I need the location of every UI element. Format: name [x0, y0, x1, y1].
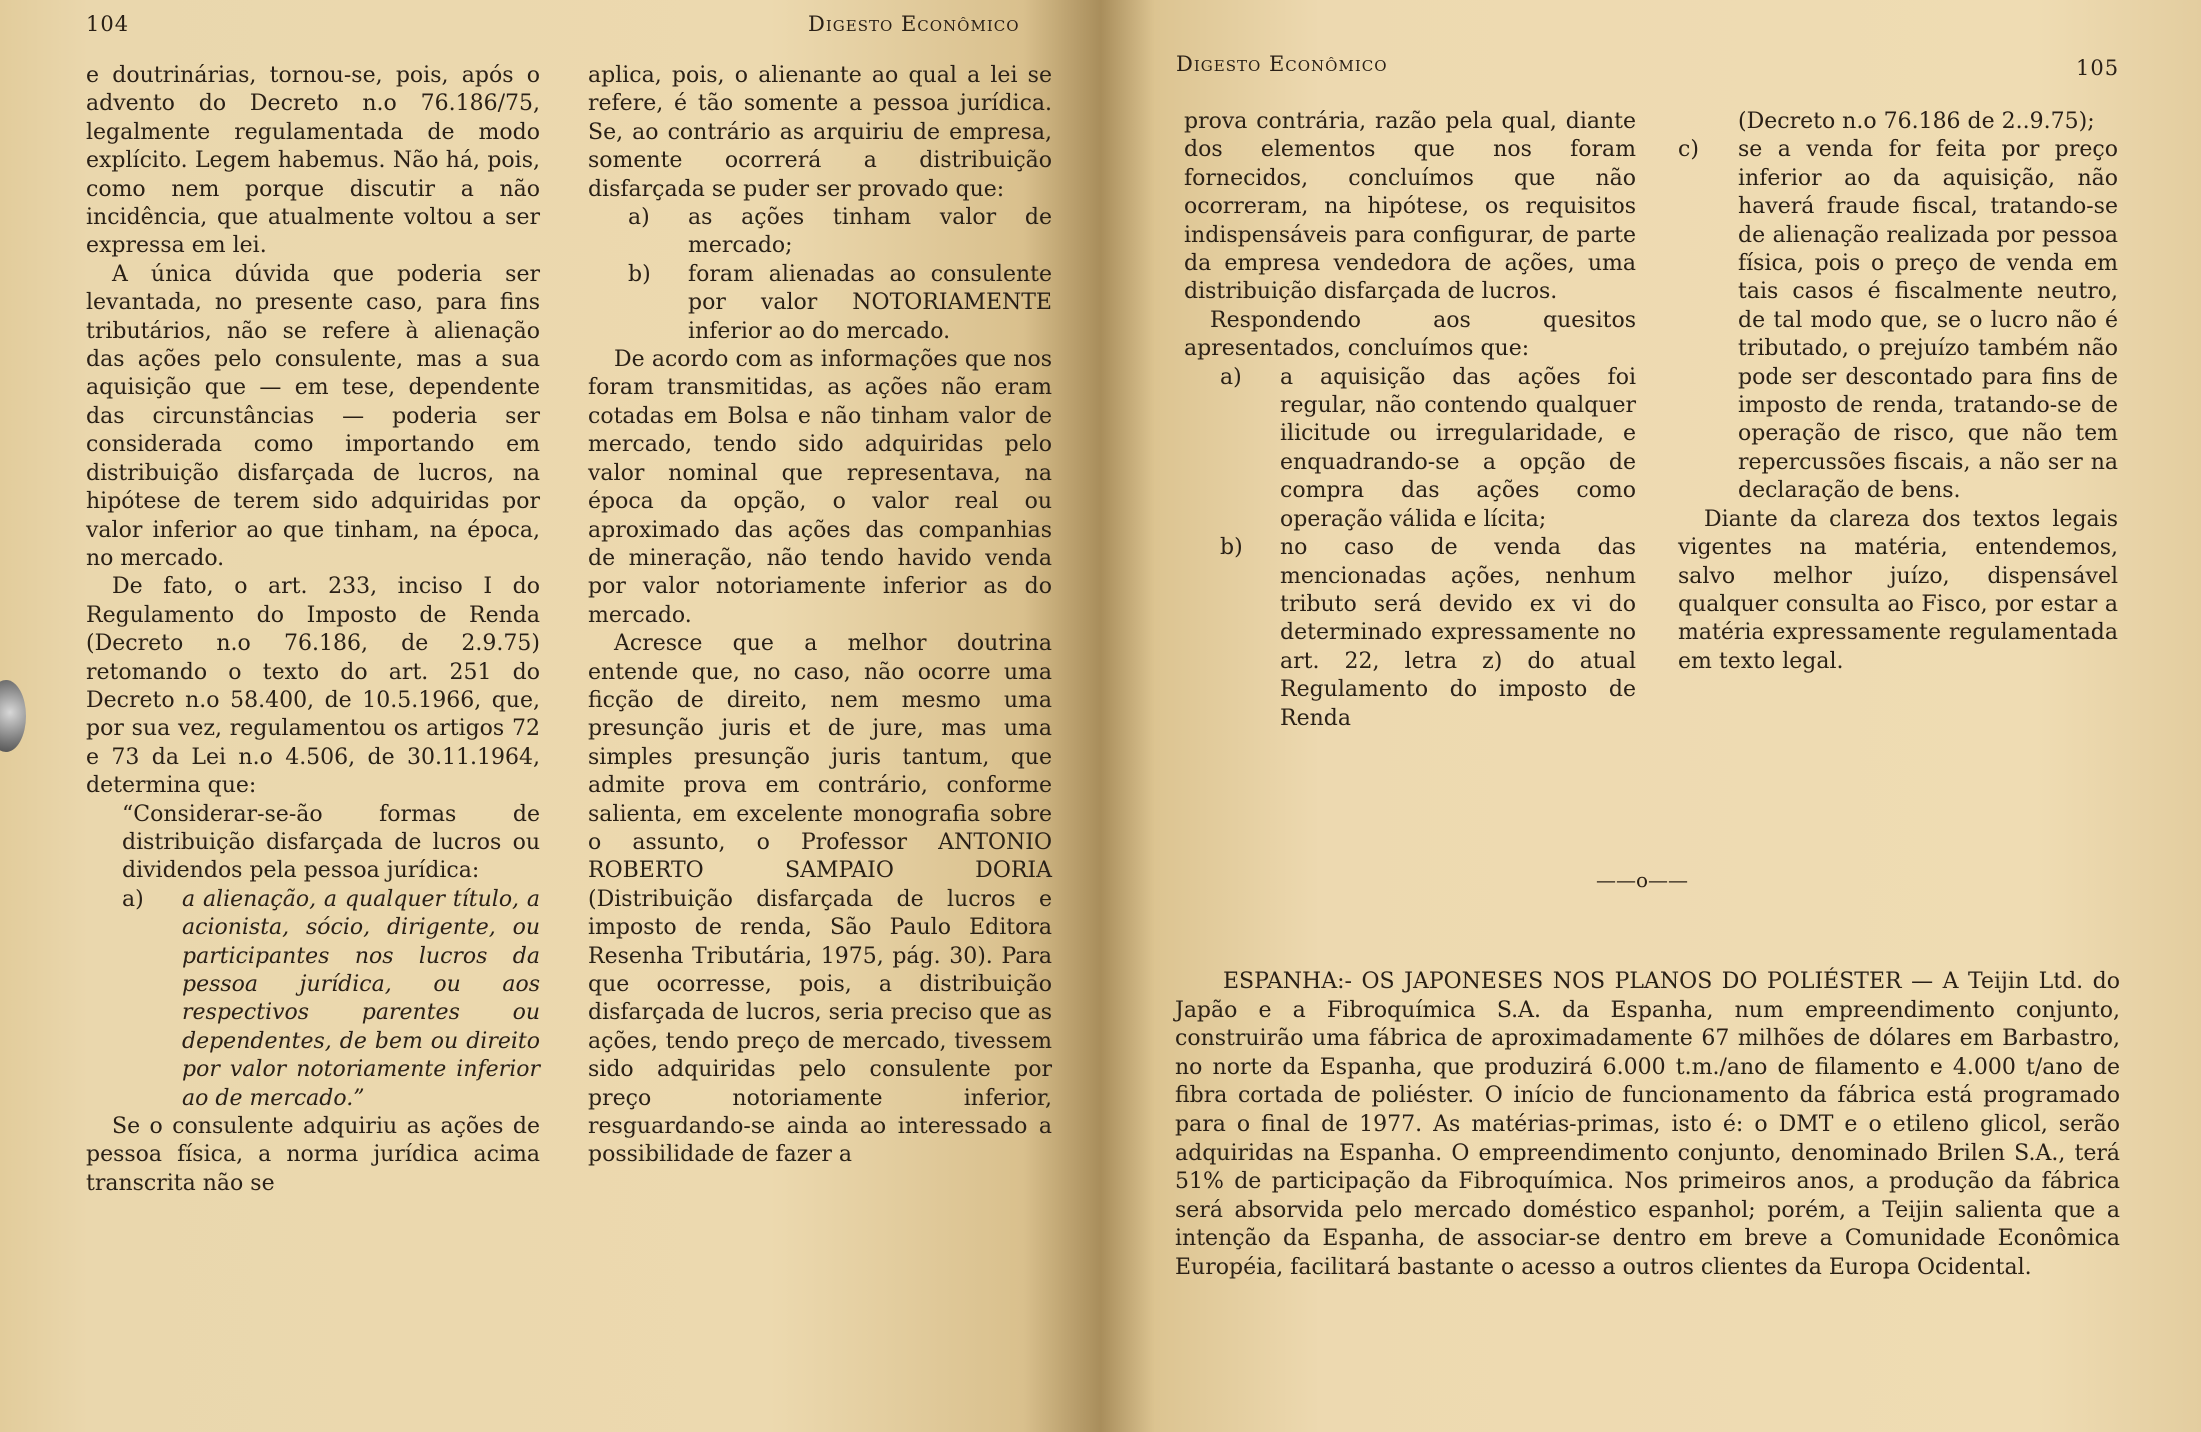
paragraph: e doutrinárias, tornou-se, pois, após o advento do Decreto n.o 76.186/75, legalmente regulamentada de modo explícito. Legem habemus. Não há, pois, como nem porque discutir a não incidência, que atualmente voltou a ser expressa em lei. — [86, 63, 540, 259]
list-text: no caso de venda das mencionadas ações, nenhum tributo será devido ex vi do determinado expressamente no art. 22, letra z) do atual Regulamento do imposto de Renda — [1280, 535, 1636, 731]
page-number: 105 — [2076, 56, 2120, 80]
list-label: a) — [122, 886, 144, 912]
paragraph: ESPANHA:- OS JAPONESES NOS PLANOS DO POLIÉSTER — A Teijin Ltd. do Japão e a Fibroquímica S.A. da Espanha, num empreendimento conjunto, construirão uma fábrica de aproximadamente 67 milhões de dólares em Barbastro, no norte da Espanha, que produzirá 6.000 t.m./ano de filamento e 4.000 t/ano de fibra cortada de poliéster. O início de funcionamento da fábrica está programado para o final de 1977. As matérias-primas, isto é: o DMT e o etileno glicol, serão adquiridas na Espanha. O empreendimento conjunto, denominado Brilen S.A., terá 51% de participação da Fibroquímica. Nos primeiros anos, a produção da fábrica será absorvida pelo mercado doméstico espanhol; porém, a Teijin salienta que a intenção da Espanha, de associar-se dentro em breve a Comunidade Econômica Européia, facilitará bastante o acesso a outros clientes da Europa Ocidental. — [1175, 969, 2120, 1280]
column-2 — [588, 62, 1052, 1170]
list-item — [1184, 364, 1636, 534]
paragraph: aplica, pois, o alienante ao qual a lei se refere, é tão somente a pessoa jurídica. Se, ao contrário as arquiriu de empresa, somente ocorrerá a distribuição disfarçada se puder ser provado que: — [588, 63, 1052, 202]
paragraph: De fato, o art. 233, inciso I do Regulamento do Imposto de Renda (Decreto n.o 76.186, de 2.9.75) retomando o texto do art. 251 do Decreto n.o 58.400, de 10.5.1966, que, por sua vez, regulamentou os artigos 72 e 73 da Lei n.o 4.506, de 30.11.1964, determina que: — [86, 574, 540, 799]
running-head: Digesto Econômico — [808, 12, 1020, 36]
binder-clip-icon — [0, 680, 26, 752]
list-item — [1184, 534, 1636, 733]
list-text: se a venda for feita por preço inferior ao da aquisição, não haverá fraude fiscal, tratando-se de alienação realizada por pessoa física, pois o preço de venda em tais casos é fiscalmente neutro, de tal modo que, se o lucro não é tributado, o prejuízo também não pode ser descontado para fins de imposto de renda, tratando-se de operação de risco, que não tem repercussões fiscais, a não ser na declaração de bens. — [1738, 137, 2118, 504]
list-item — [588, 204, 1052, 261]
list-item — [588, 261, 1052, 346]
paragraph: (Decreto n.o 76.186 de 2..9.75); — [1738, 109, 2095, 134]
column-2 — [1678, 108, 2118, 676]
paragraph: Diante da clareza dos textos legais vigentes na matéria, entendemos, salvo melhor juízo, dispensável qualquer consulta ao Fisco, por estar a matéria expressamente regulamentada em texto legal. — [1678, 506, 2118, 674]
left-page — [0, 0, 1100, 1432]
list-text: a alienação, a qualquer título, a acionista, sócio, dirigente, ou participantes nos lucros da pessoa jurídica, ou aos respectivos parentes ou dependentes, de bem ou direito por valor notoriamente inferior ao de mercado.” — [182, 886, 540, 1111]
paragraph: Acresce que a melhor doutrina entende que, no caso, não ocorre uma ficção de direito, nem mesmo uma presunção juris et de jure, mas uma simples presunção juris tantum, que admite prova em contrário, conforme salienta, em excelente monografia sobre o assunto, o Professor ANTONIO ROBERTO SAMPAIO DORIA (Distribuição disfarçada de lucros e imposto de renda, São Paulo Editora Resenha Tributária, 1975, pág. 30). Para que ocorresse, pois, a distribuição disfarçada de lucros, seria preciso que as ações, tendo preço de mercado, tivessem sido adquiridas pelo consulente por preço notoriamente inferior, resguardando-se ainda ao interessado a possibilidade de fazer a — [588, 631, 1052, 1168]
news-item — [1175, 968, 2120, 1283]
quotation: “Considerar-se-ão formas de distribuição disfarçada de lucros ou dividendos pela pessoa jurídica: — [122, 801, 540, 884]
paragraph: Respondendo aos quesitos apresentados, concluímos que: — [1184, 307, 1636, 362]
paragraph: Se o consulente adquiriu as ações de pessoa física, a norma jurídica acima transcrita não se — [86, 1114, 540, 1196]
paragraph: A única dúvida que poderia ser levantada, no presente caso, para fins tributários, não se refere à alienação das ações pelo consulente, mas a sua aquisição que — em tese, dependente das circunstâncias — poderia ser considerada como importando em distribuição disfarçada de lucros, na hipótese de terem sido adquiridas por valor inferior ao que tinham, na época, no mercado. — [86, 261, 540, 571]
list-text: as ações tinham valor de mercado; — [688, 205, 1052, 259]
section-separator: ——o—— — [1595, 868, 1689, 892]
column-1 — [1184, 108, 1636, 733]
list-label: b) — [628, 261, 651, 287]
list-label: a) — [1220, 364, 1242, 390]
page-number: 104 — [86, 12, 130, 36]
column-1 — [86, 62, 540, 1198]
paragraph: De acordo com as informações que nos foram transmitidas, as ações não eram cotadas em Bolsa e não tinham valor de mercado, tendo sido adquiridas pelo valor nominal que representava, na época da opção, o valor real ou aproximado das ações das companhias de mineração, não tendo havido venda por valor notoriamente inferior as do mercado. — [588, 347, 1052, 628]
list-label: a) — [628, 205, 650, 231]
list-text: foram alienadas ao consulente por valor NOTORIAMENTE inferior ao do mercado. — [688, 261, 1052, 344]
list-label: c) — [1678, 137, 1699, 163]
paragraph: prova contrária, razão pela qual, diante dos elementos que nos foram fornecidos, concluímos que não ocorreram, na hipótese, os requisitos indispensáveis para configurar, de parte da empresa vendedora de ações, uma distribuição disfarçada de lucros. — [1184, 109, 1636, 305]
list-item — [1678, 136, 2118, 505]
list-text: a aquisição das ações foi regular, não contendo qualquer ilicitude ou irregularidade, e enquadrando-se a opção de compra das ações como operação válida e lícita; — [1280, 364, 1636, 532]
list-item — [86, 886, 540, 1113]
running-head: Digesto Econômico — [1176, 52, 1388, 76]
list-label: b) — [1220, 535, 1243, 561]
